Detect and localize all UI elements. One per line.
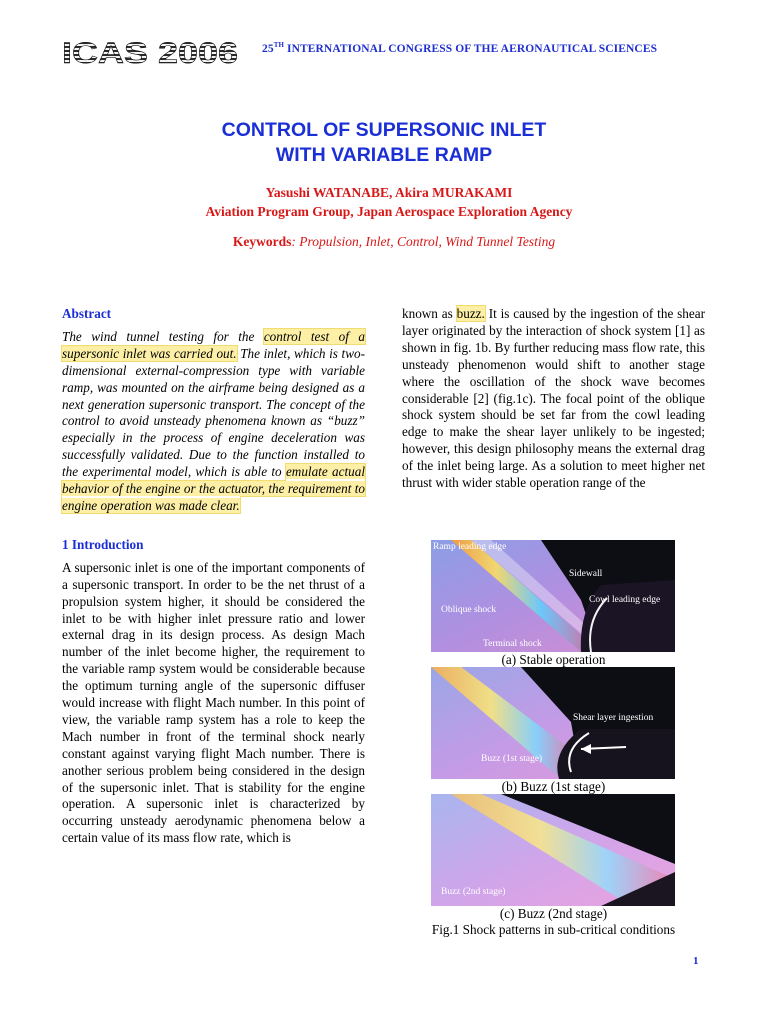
abstract-heading: Abstract (62, 306, 112, 321)
right-column (402, 306, 705, 492)
right-column-text: known as buzz. It is caused by the ingestion of the shear layer originated by the interaction of shock system [1] as shown in fig. 1b. By further reducing mass flow rate, this unsteady phenomenon would shift to another stage where the oscillation of the shock wave becomes considerable [2] (fig.1c). The focal point of the oblique shock system should be set far from the cowl leading edge to make the shear layer unlikely to be ingested; however, this design philosophy means the external drag of the inlet being large. As a solution to meet higher net thrust with wider stable operation range of the (402, 306, 705, 491)
svg-text:Terminal shock: Terminal shock (483, 639, 542, 649)
svg-text:Oblique shock: Oblique shock (441, 605, 497, 615)
highlight: buzz. (456, 306, 485, 321)
highlight: emulate actual behavior of the engine or the actuator, the requirement to engine operation was made clear. (62, 464, 365, 513)
svg-text:Ramp leading edge: Ramp leading edge (433, 542, 507, 552)
keywords: Keywords: Propulsion, Inlet, Control, Wind Tunnel Testing (232, 234, 556, 249)
left-column (62, 306, 365, 847)
svg-text:ICAS 2006: ICAS 2006 (62, 38, 238, 66)
figure-b-image (431, 667, 675, 779)
abstract-text: The wind tunnel testing for the control test of a supersonic inlet was carried out. The inlet, which is two-dimensional external-compression type with variable ramp, was mounted on the airframe being designed as a next generation supersonic transport. The concept of the control to avoid unsteady phenomena known as “buzz” especially in the process of engine deceleration was successfully validated. Due to the function installed to the experimental model, which is able to emulate actual behavior of the engine or the actuator, the requirement to engine operation was made clear. (62, 328, 365, 513)
svg-text:Sidewall: Sidewall (569, 569, 603, 579)
author-names: Yasushi WATANABE, Akira MURAKAMI (265, 185, 513, 200)
svg-text:Buzz (2nd stage): Buzz (2nd stage) (441, 887, 506, 897)
authors-block (0, 183, 768, 221)
paper-title: CONTROL OF SUPERSONIC INLET WITH VARIABLE RAMP (221, 119, 547, 166)
icas-logo (62, 38, 240, 66)
introduction-text: A supersonic inlet is one of the important components of a supersonic transport. In order to be the net thrust of a propulsion system higher, it should be considered the inlet to be with higher inlet pressure ratio and lower external drag in its design process. As design Mach number of the inlet become higher, the requirement to the variable ramp system would be considerable because the optimum turning angle of the supersonic diffuser would increase with flight Mach number. In this point of view, the variable ramp system has a role to keep the Mach number in front of the terminal shock nearly constant against varying flight Mach number. There is another serious problem being considered in the design of the supersonic inlet. That is stability for the engine operation. A supersonic inlet is characterized by occurring unsteady aerodynamic phenomena below a certain value of its mass flow rate, which is (62, 559, 365, 846)
figure-c-caption: (c) Buzz (2nd stage) (499, 906, 608, 921)
figure-a-image (431, 540, 675, 652)
page-number: 1 (693, 955, 699, 967)
svg-text:Shear layer ingestion: Shear layer ingestion (573, 713, 654, 723)
svg-text:Buzz (1st stage): Buzz (1st stage) (481, 754, 543, 764)
congress-header: 25TH INTERNATIONAL CONGRESS OF THE AERONAUTICAL SCIENCES (262, 41, 658, 55)
figure-a-caption: (a) Stable operation (501, 652, 606, 667)
figure-caption: Fig.1 Shock patterns in sub-critical conditions (431, 922, 676, 937)
author-affiliation: Aviation Program Group, Japan Aerospace Exploration Agency (205, 204, 573, 219)
highlight: control test of a supersonic inlet was carried out. (62, 328, 365, 361)
svg-text:Cowl leading edge: Cowl leading edge (589, 595, 661, 605)
figure-c-image (431, 794, 675, 906)
figure-b-caption: (b) Buzz (1st stage) (501, 779, 606, 794)
introduction-heading: 1 Introduction (62, 536, 144, 552)
